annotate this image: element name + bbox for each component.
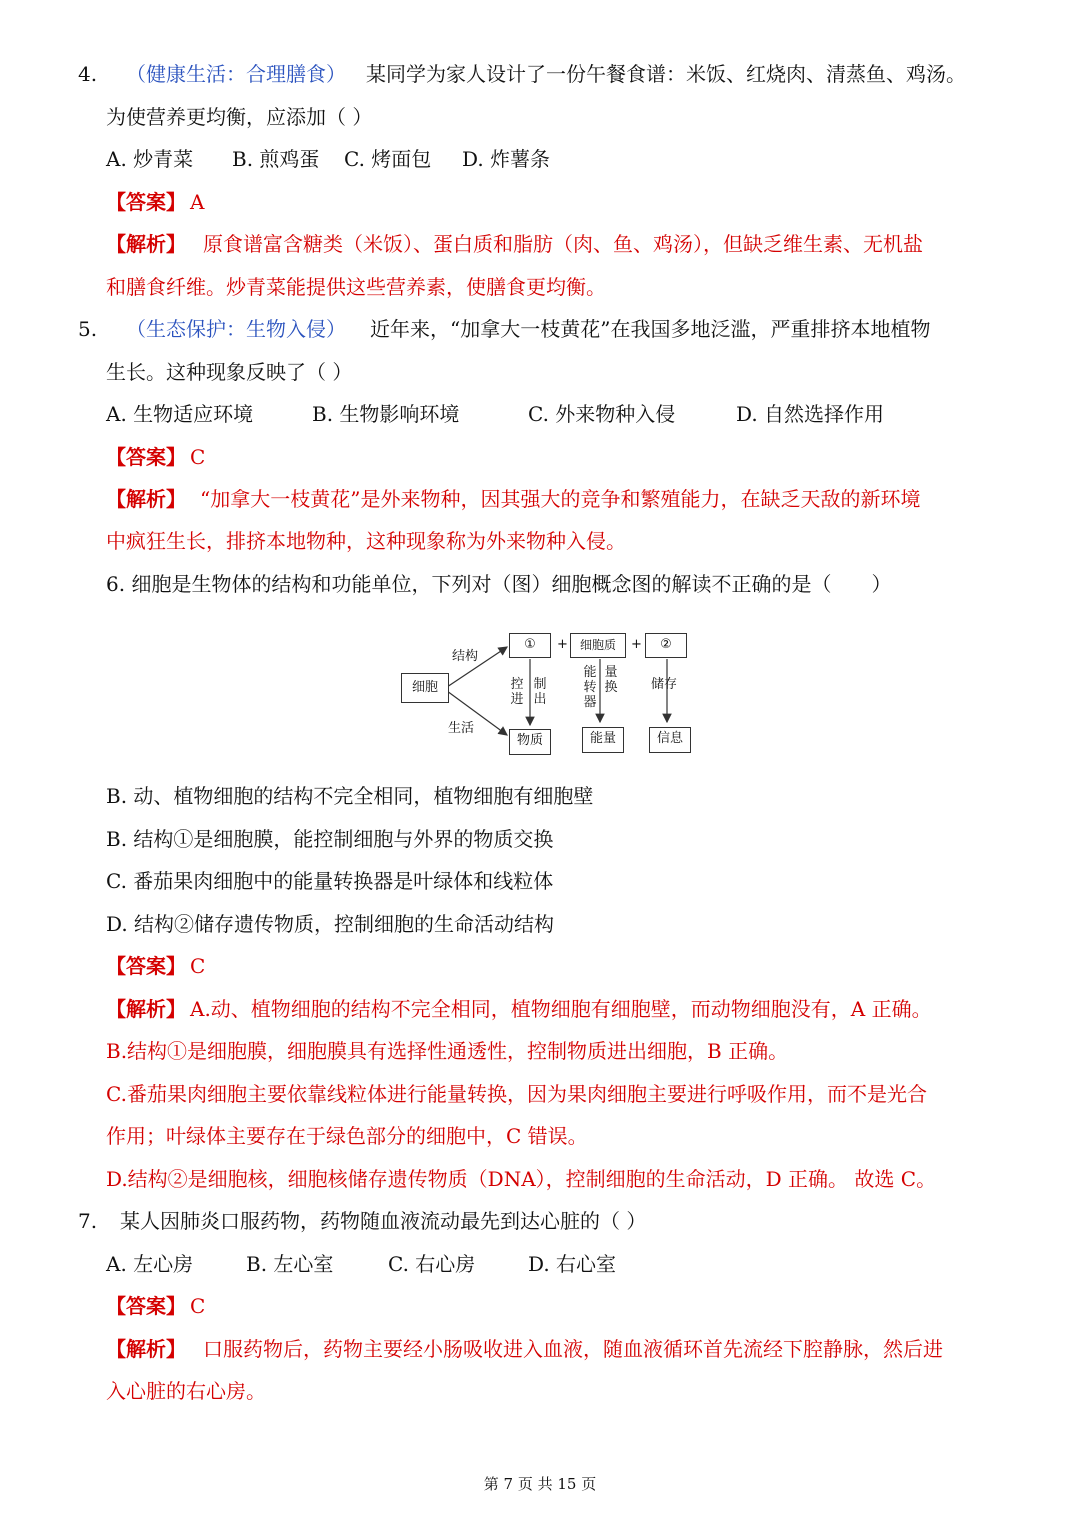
q5-stem-line2: 生长。这种现象反映了（ ）	[106, 360, 353, 384]
plus-1: +	[557, 637, 568, 652]
q6-answer-value: C	[190, 954, 206, 978]
q7-option-c: C. 右心房	[388, 1252, 476, 1276]
q7-option-a: A. 左心房	[106, 1252, 194, 1276]
q7-analysis-label: 【解析】	[106, 1337, 186, 1361]
q4-stem-line1: 某同学为家人设计了一份午餐食谱：米饭、红烧肉、清蒸鱼、鸡汤。	[366, 62, 966, 86]
q5-answer-value: C	[190, 445, 206, 469]
q4-analysis-text2: 和膳食纤维。炒青菜能提供这些营养素，使膳食更均衡。	[106, 275, 606, 299]
q7-option-d: D. 右心室	[528, 1252, 617, 1276]
control-text-right: 制出	[533, 677, 547, 707]
q6-analysis-text5: D.结构②是细胞核，细胞核储存遗传物质（DNA），控制细胞的生命活动，D 正确。 故选 C。	[106, 1167, 937, 1191]
q6-analysis-label: 【解析】	[106, 997, 186, 1021]
q7-analysis-text1: 口服药物后，药物主要经小肠吸收进入血液，随血液循环首先流经下腔静脉，然后进	[203, 1337, 943, 1361]
q6-analysis-text4: 作用；叶绿体主要存在于绿色部分的细胞中，C 错误。	[106, 1124, 588, 1148]
q4-option-b: B. 煎鸡蛋	[232, 147, 320, 171]
q7-answer-value: C	[190, 1294, 206, 1318]
q7-analysis-text2: 入心脏的右心房。	[106, 1379, 266, 1403]
q6-answer-label: 【答案】	[106, 954, 186, 978]
matter-box: 物质	[509, 729, 551, 755]
q4-topic: （健康生活：合理膳食）	[126, 62, 346, 86]
q4-option-a: A. 炒青菜	[106, 147, 194, 171]
q5-option-a: A. 生物适应环境	[106, 402, 254, 426]
q6-analysis-text2: B.结构①是细胞膜，细胞膜具有选择性通透性，控制物质进出细胞，B 正确。	[106, 1039, 789, 1063]
q6-stem: 6. 细胞是生物体的结构和功能单位，下列对（图）细胞概念图的解读不正确的是（ ）	[106, 572, 892, 596]
q4-analysis-label: 【解析】	[106, 232, 186, 256]
cytoplasm-box: 细胞质	[570, 633, 626, 658]
box-1: ①	[509, 633, 551, 658]
q5-option-b: B. 生物影响环境	[312, 402, 460, 426]
q6-analysis-text3: C.番茄果肉细胞主要依靠线粒体进行能量转换，因为果肉细胞主要进行呼吸作用，而不是光合	[106, 1082, 927, 1106]
q4-stem-line2: 为使营养更均衡，应添加（ ）	[106, 105, 373, 129]
q6-analysis-text1: A.动、植物细胞的结构不完全相同，植物细胞有细胞壁，而动物细胞没有，A 正确。	[190, 997, 932, 1021]
page-footer: 第 7 页 共 15 页	[483, 1475, 597, 1493]
box-2: ②	[645, 633, 687, 658]
q6-option-2: B. 结构①是细胞膜，能控制细胞与外界的物质交换	[106, 827, 554, 851]
q5-option-d: D. 自然选择作用	[736, 402, 885, 426]
q6-option-3: C. 番茄果肉细胞中的能量转换器是叶绿体和线粒体	[106, 869, 554, 893]
cell-concept-diagram	[395, 625, 695, 760]
q5-number: 5.	[78, 317, 98, 341]
energy-conv-left: 能转器	[583, 665, 597, 710]
cell-box: 细胞	[401, 673, 449, 703]
q5-option-c: C. 外来物种入侵	[528, 402, 676, 426]
plus-2: +	[631, 637, 642, 652]
q7-number: 7.	[78, 1209, 98, 1233]
q7-answer-label: 【答案】	[106, 1294, 186, 1318]
q5-answer-label: 【答案】	[106, 445, 186, 469]
q6-option-1: B. 动、植物细胞的结构不完全相同，植物细胞有细胞壁	[106, 784, 594, 808]
q5-analysis-text1: “加拿大一枝黄花”是外来物种，因其强大的竞争和繁殖能力，在缺乏天敌的新环境	[200, 487, 921, 511]
info-box: 信息	[649, 727, 691, 753]
energy-conv-right: 量换	[604, 665, 618, 695]
life-label: 生活	[448, 721, 475, 736]
q4-number: 4.	[78, 62, 98, 86]
q4-answer-label: 【答案】	[106, 190, 186, 214]
store-label: 储存	[651, 677, 678, 692]
q7-stem: 某人因肺炎口服药物，药物随血液流动最先到达心脏的（ ）	[120, 1209, 647, 1233]
q4-option-c: C. 烤面包	[344, 147, 432, 171]
control-text-left: 控进	[510, 677, 524, 707]
q5-stem-line1: 近年来，“加拿大一枝黄花”在我国多地泛滥，严重排挤本地植物	[370, 317, 931, 341]
q5-topic: （生态保护：生物入侵）	[126, 317, 346, 341]
q4-option-d: D. 炸薯条	[462, 147, 551, 171]
q5-analysis-label: 【解析】	[106, 487, 186, 511]
q5-analysis-text2: 中疯狂生长，排挤本地物种，这种现象称为外来物种入侵。	[106, 529, 626, 553]
q4-analysis-text1: 原食谱富含糖类（米饭）、蛋白质和脂肪（肉、鱼、鸡汤），但缺乏维生素、无机盐	[203, 232, 923, 256]
structure-label: 结构	[452, 649, 479, 664]
q4-answer-value: A	[190, 190, 205, 214]
q7-option-b: B. 左心室	[246, 1252, 334, 1276]
energy-box: 能量	[582, 727, 624, 753]
q6-option-4: D. 结构②储存遗传物质，控制细胞的生命活动结构	[106, 912, 555, 936]
